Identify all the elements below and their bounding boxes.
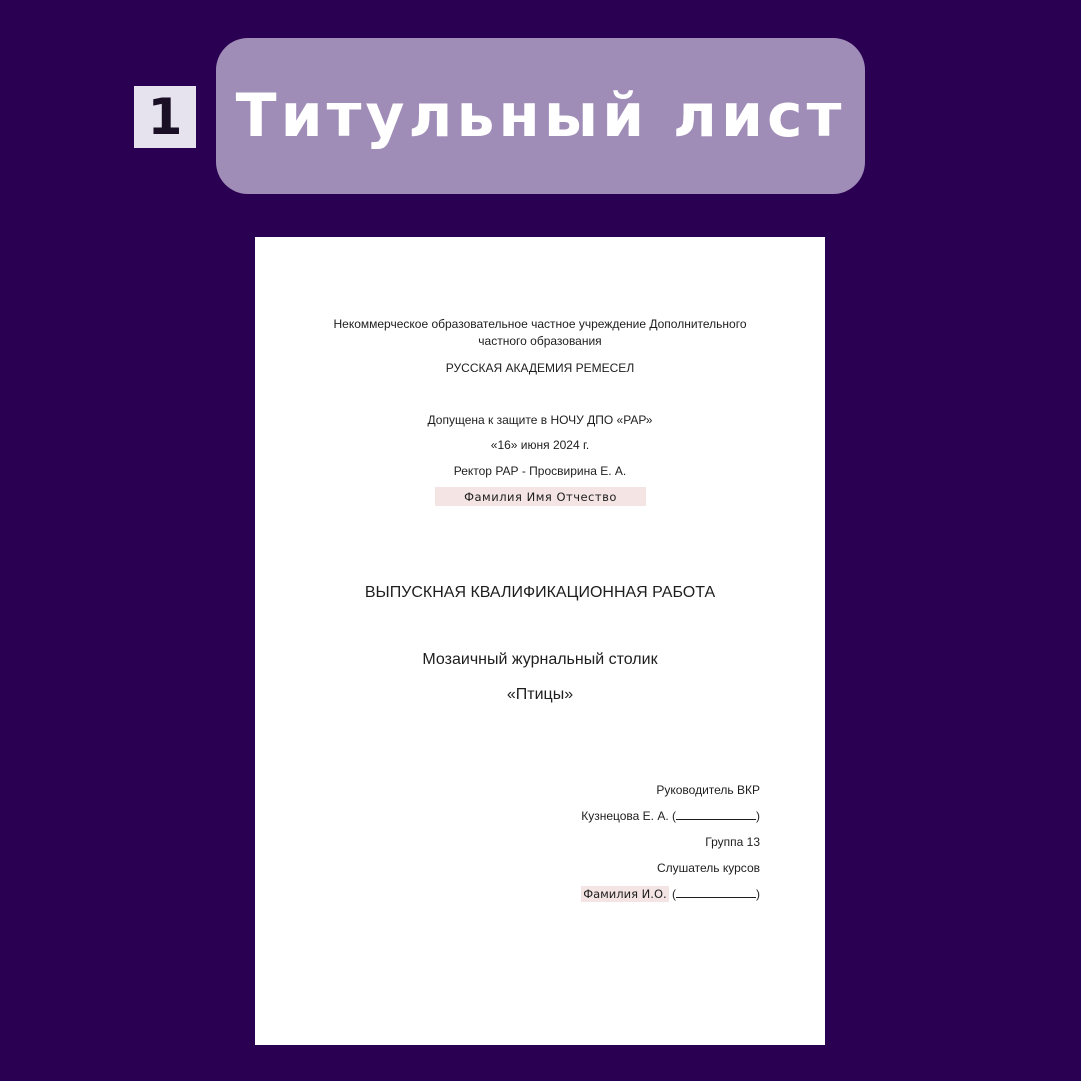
work-type-heading: ВЫПУСКНАЯ КВАЛИФИКАЦИОННАЯ РАБОТА bbox=[364, 584, 716, 601]
date-line: «16» июня 2024 г. bbox=[490, 438, 590, 452]
topic-line-2: «Птицы» bbox=[506, 686, 574, 703]
title-banner bbox=[216, 38, 865, 194]
student-label: Слушатель курсов bbox=[656, 861, 760, 875]
rector-line: Ректор РАР - Просвирина Е. А. bbox=[453, 464, 627, 478]
topic-line-1: Мозаичный журнальный столик bbox=[422, 651, 658, 668]
student-signature-line: Фамилия И.О. ( ) bbox=[583, 887, 760, 901]
org-line-1: Некоммерческое образовательное частное учреждение Дополнительного bbox=[333, 317, 747, 331]
student-name-placeholder: Фамилия И.О. bbox=[583, 887, 667, 901]
signature-blank bbox=[676, 808, 756, 820]
group-line: Группа 13 bbox=[705, 835, 760, 849]
supervisor-signature-line bbox=[581, 808, 760, 824]
supervisor-label: Руководитель ВКР bbox=[656, 783, 760, 797]
signature-close: ) bbox=[756, 809, 760, 823]
admitted-line: Допущена к защите в НОЧУ ДПО «РАР» bbox=[427, 413, 653, 427]
student-signature-close: ) bbox=[756, 887, 760, 901]
student-signature-blank bbox=[676, 886, 756, 898]
org-line-2: частного образования bbox=[478, 334, 602, 348]
page-title: Титульный лист bbox=[235, 81, 846, 151]
academy-name: РУССКАЯ АКАДЕМИЯ РЕМЕСЕЛ bbox=[445, 361, 635, 375]
supervisor-name: Кузнецова Е. А. ( bbox=[581, 809, 676, 823]
title-page-document bbox=[255, 237, 825, 1045]
fio-placeholder: Фамилия Имя Отчество bbox=[435, 487, 646, 506]
step-number-badge: 1 bbox=[134, 86, 196, 148]
